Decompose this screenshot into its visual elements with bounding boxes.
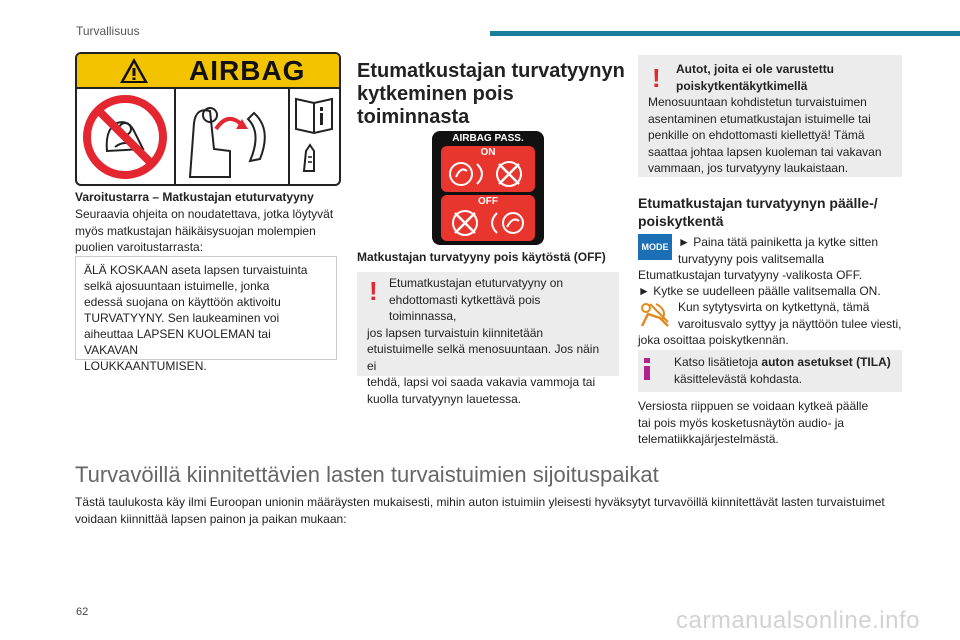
running-header: Turvallisuus bbox=[76, 24, 140, 38]
info-box: Katso lisätietoja auton asetukset (TILA) käsittelevästä kohdasta. bbox=[638, 350, 902, 392]
settings-reference: auton asetukset (TILA) bbox=[761, 355, 891, 369]
airbag-label-banner bbox=[77, 54, 339, 89]
label-caption-title: Varoitustarra – Matkustajan etuturvatyyny bbox=[75, 190, 314, 204]
indicator-caption: Matkustajan turvatyyny pois käytöstä (OFF) bbox=[357, 250, 606, 264]
airbag-off-label: OFF bbox=[478, 196, 498, 207]
airbag-deploy-pane bbox=[176, 89, 290, 184]
prohibited-child-seat-icon bbox=[77, 89, 174, 184]
header-accent-bar bbox=[490, 31, 960, 36]
no-switch-alert-box: ! Autot, joita ei ole varustettu poiskytkentäkytkimellä Menosuuntaan kohdistetun turvaistuimen asentaminen etumatkustajan istuimelle tai penkille on ehdottomasti kiellettyä! Tämä saattaa johtaa lapsen kuoleman tai vakavan vammaan, jos turvatyyny laukaistaan. bbox=[638, 55, 902, 177]
airbag-off-icon bbox=[447, 207, 529, 239]
section-title-deactivation: Etumatkustajan turvatyynyn kytkeminen pois toiminnasta bbox=[357, 60, 625, 128]
watermark: carmanualsonline.info bbox=[676, 607, 920, 634]
sticker-warning-box: ÄLÄ KOSKAAN aseta lapsen turvaistuinta selkä ajosuuntaan istuimelle, jonka edessä suojana on käyttöön aktivoitu TURVATYYNY. Sen laukeaminen voi aiheuttaa LAPSEN KUOLEMAN tai VAKAVAN LOUKKAANTUMISEN. bbox=[75, 256, 337, 360]
airbag-warning-label bbox=[75, 52, 341, 186]
airbag-on-cell bbox=[441, 146, 535, 192]
airbag-word: AIRBAG bbox=[189, 55, 306, 86]
mode-button-icon: MODE bbox=[638, 234, 672, 260]
airbag-deployment-icon bbox=[176, 89, 288, 184]
airbag-pass-indicator bbox=[432, 131, 544, 245]
step-3-text: Kun sytytysvirta on kytkettynä, tämä varoitusvalo syttyy ja näyttöön tulee viesti, joka osoittaa poiskytkennän. bbox=[638, 300, 902, 347]
section-heading-seat-positions: Turvavöillä kiinnitettävien lasten turvaistuimien sijoituspaikat bbox=[75, 462, 659, 487]
toggle-subheading: Etumatkustajan turvatyynyn päälle-/ poiskytkentä bbox=[638, 195, 878, 229]
warning-triangle-icon bbox=[119, 57, 149, 84]
alert-exclamation-icon: ! bbox=[369, 276, 378, 306]
section-body: Tästä taulukosta käy ilmi Euroopan unionin määräysten mukaisesti, mihin auton istuimiin yleisesti hyväksytyt turvavöillä kiinnitettävät lasten turvaistuimet voidaan kiinnittää lapsen painon ja paikan mukaan: bbox=[75, 495, 885, 526]
version-note: Versiosta riippuen se voidaan kytkeä päälle tai pois myös kosketusnäytön audio- ja telematiikkajärjestelmästä. bbox=[638, 399, 869, 446]
airbag-on-icon bbox=[447, 158, 529, 190]
airbag-off-cell bbox=[441, 195, 535, 241]
child-seat-alert-box: ! Etumatkustajan etuturvatyyny on ehdottomasti kytkettävä pois toiminnassa, jos lapsen turvaistuin kiinnitetään etuistuimelle selkä menosuuntaan. Jos näin ei tehdä, lapsi voi saada vakavia vammoja tai kuolla turvatyynyn lauetessa. bbox=[357, 272, 619, 376]
manual-reference-pane bbox=[290, 89, 339, 184]
owners-manual-icon bbox=[290, 89, 339, 184]
airbag-pass-title: AIRBAG PASS. bbox=[452, 133, 524, 144]
page-number: 62 bbox=[76, 606, 89, 618]
label-caption-text: Seuraavia ohjeita on noudatettava, jotka löytyvät myös matkustajan häikäisysuojan molempien puolien varoitustarrasta: bbox=[75, 207, 334, 254]
airbag-on-label: ON bbox=[480, 147, 496, 158]
info-icon bbox=[644, 358, 650, 380]
alert-exclamation-icon: ! bbox=[652, 63, 661, 93]
step-2-text: ► Kytke se uudelleen päälle valitsemalla ON. bbox=[638, 284, 881, 298]
step-1-text: ► Paina tätä painiketta ja kytke sitten turvatyyny pois valitsemalla Etumatkustajan turvatyyny -valikosta OFF. bbox=[638, 235, 878, 282]
no-child-seat-pane bbox=[77, 89, 176, 184]
